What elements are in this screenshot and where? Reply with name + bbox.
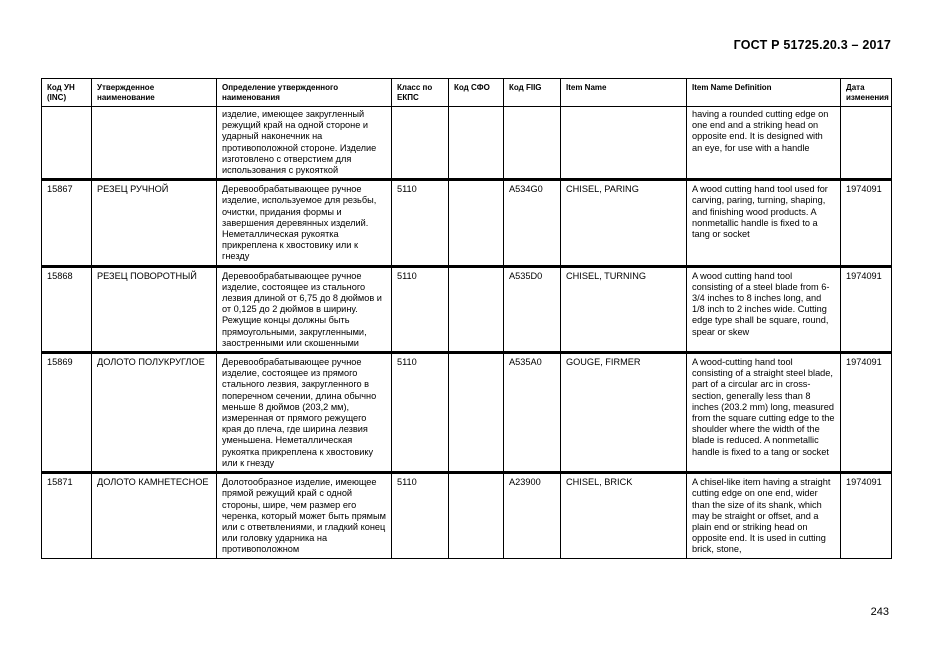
cell-date <box>841 107 892 180</box>
cell-fiig <box>504 107 561 180</box>
cell-definition-ru: Деревообрабатывающее ручное изделие, состоящее из прямого стального лезвия, закругленного в поперечном сечении, длина обычно меньше 8 дюймов (203,2 мм), измеренная от прямого режущего края до плеча, где ширина лезвия уменьшена. Неметаллическая рукоятка прикреплена к хвостовику или к гнезду <box>217 353 392 473</box>
cell-sfo <box>449 473 504 558</box>
item-catalog-table <box>41 78 892 559</box>
table-header-row <box>42 79 892 107</box>
table-row <box>42 473 892 558</box>
cell-item-name: GOUGE, FIRMER <box>561 353 687 473</box>
cell-item-name: CHISEL, BRICK <box>561 473 687 558</box>
cell-date: 1974091 <box>841 180 892 266</box>
cell-class: 5110 <box>392 180 449 266</box>
cell-fiig: A535A0 <box>504 353 561 473</box>
cell-approved-name: РЕЗЕЦ ПОВОРОТНЫЙ <box>92 266 217 352</box>
cell-definition-ru: Долотообразное изделие, имеющее прямой режущий край с одной стороны, шире, чем размер его черенка, который может быть прямым или с ответвлениями, и гладкий конец или головку ударника на противоположном <box>217 473 392 558</box>
cell-definition-en: having a rounded cutting edge on one end and a striking head on opposite end. It is designed with an eye, for use with a handle <box>687 107 841 180</box>
cell-definition-ru: Деревообрабатывающее ручное изделие, состоящее из стального лезвия длиной от 6,75 до 8 дюймов и от 0,125 до 2 дюймов в ширину. Режущие концы должны быть прямоугольными, закругленными, заостренными или скошенными <box>217 266 392 352</box>
cell-fiig: A534G0 <box>504 180 561 266</box>
cell-sfo <box>449 180 504 266</box>
col-header-definition-ru: Определение утвержденного наименования <box>217 79 392 107</box>
col-header-inc: Код УН (INC) <box>42 79 92 107</box>
cell-item-name <box>561 107 687 180</box>
col-header-class: Класс по ЕКПС <box>392 79 449 107</box>
cell-item-name: CHISEL, PARING <box>561 180 687 266</box>
cell-definition-en: A wood cutting hand tool consisting of a steel blade from 6-3/4 inches to 8 inches long, and 1/8 inch to 2 inches wide. Cutting edge type shall be square, round, spear or skew <box>687 266 841 352</box>
col-header-sfo: Код СФО <box>449 79 504 107</box>
cell-date: 1974091 <box>841 353 892 473</box>
cell-definition-ru: Деревообрабатывающее ручное изделие, используемое для резьбы, очистки, придания формы и завершения деревянных изделий. Неметаллическая рукоятка прикреплена к хвостовику или к гнезду <box>217 180 392 266</box>
col-header-date: Дата изменения <box>841 79 892 107</box>
table-row <box>42 107 892 180</box>
cell-definition-en: A wood-cutting hand tool consisting of a straight steel blade, part of a circular arc in cross-section, generally less than 8 inches (203.2 mm) long, measured from the square cutting edge to the shoulder where the width of the blade is reduced. A nonmetallic handle is fixed to a tang or socket <box>687 353 841 473</box>
cell-inc: 15871 <box>42 473 92 558</box>
cell-inc <box>42 107 92 180</box>
cell-definition-en: A wood cutting hand tool used for carving, paring, turning, shaping, and finishing wood products. A nonmetallic handle is fixed to a tang or socket <box>687 180 841 266</box>
table-row <box>42 180 892 266</box>
cell-inc: 15868 <box>42 266 92 352</box>
cell-date: 1974091 <box>841 473 892 558</box>
document-standard-id: ГОСТ Р 51725.20.3 – 2017 <box>733 38 891 52</box>
col-header-definition-en: Item Name Definition <box>687 79 841 107</box>
cell-sfo <box>449 266 504 352</box>
cell-class: 5110 <box>392 353 449 473</box>
col-header-item-name: Item Name <box>561 79 687 107</box>
table-row <box>42 266 892 352</box>
cell-definition-ru: изделие, имеющее закругленный режущий край на одной стороне и ударный наконечник на противоположной стороне. Изделие изготовлено с отверстием для использования с рукояткой <box>217 107 392 180</box>
cell-fiig: A23900 <box>504 473 561 558</box>
cell-inc: 15869 <box>42 353 92 473</box>
cell-sfo <box>449 107 504 180</box>
cell-item-name: CHISEL, TURNING <box>561 266 687 352</box>
cell-inc: 15867 <box>42 180 92 266</box>
table-row <box>42 353 892 473</box>
cell-date: 1974091 <box>841 266 892 352</box>
cell-approved-name <box>92 107 217 180</box>
cell-definition-en: A chisel-like item having a straight cutting edge on one end, wider than the size of its shank, which may be straight or offset, and a plain end or striking head on opposite end. It is used in cutting brick, stone, <box>687 473 841 558</box>
col-header-fiig: Код FIIG <box>504 79 561 107</box>
col-header-approved-name: Утвержденное наименование <box>92 79 217 107</box>
cell-sfo <box>449 353 504 473</box>
cell-fiig: A535D0 <box>504 266 561 352</box>
cell-class: 5110 <box>392 266 449 352</box>
cell-approved-name: РЕЗЕЦ РУЧНОЙ <box>92 180 217 266</box>
cell-approved-name: ДОЛОТО ПОЛУКРУГЛОЕ <box>92 353 217 473</box>
cell-class: 5110 <box>392 473 449 558</box>
page-number: 243 <box>870 606 889 618</box>
cell-class <box>392 107 449 180</box>
cell-approved-name: ДОЛОТО КАМНЕТЕСНОЕ <box>92 473 217 558</box>
